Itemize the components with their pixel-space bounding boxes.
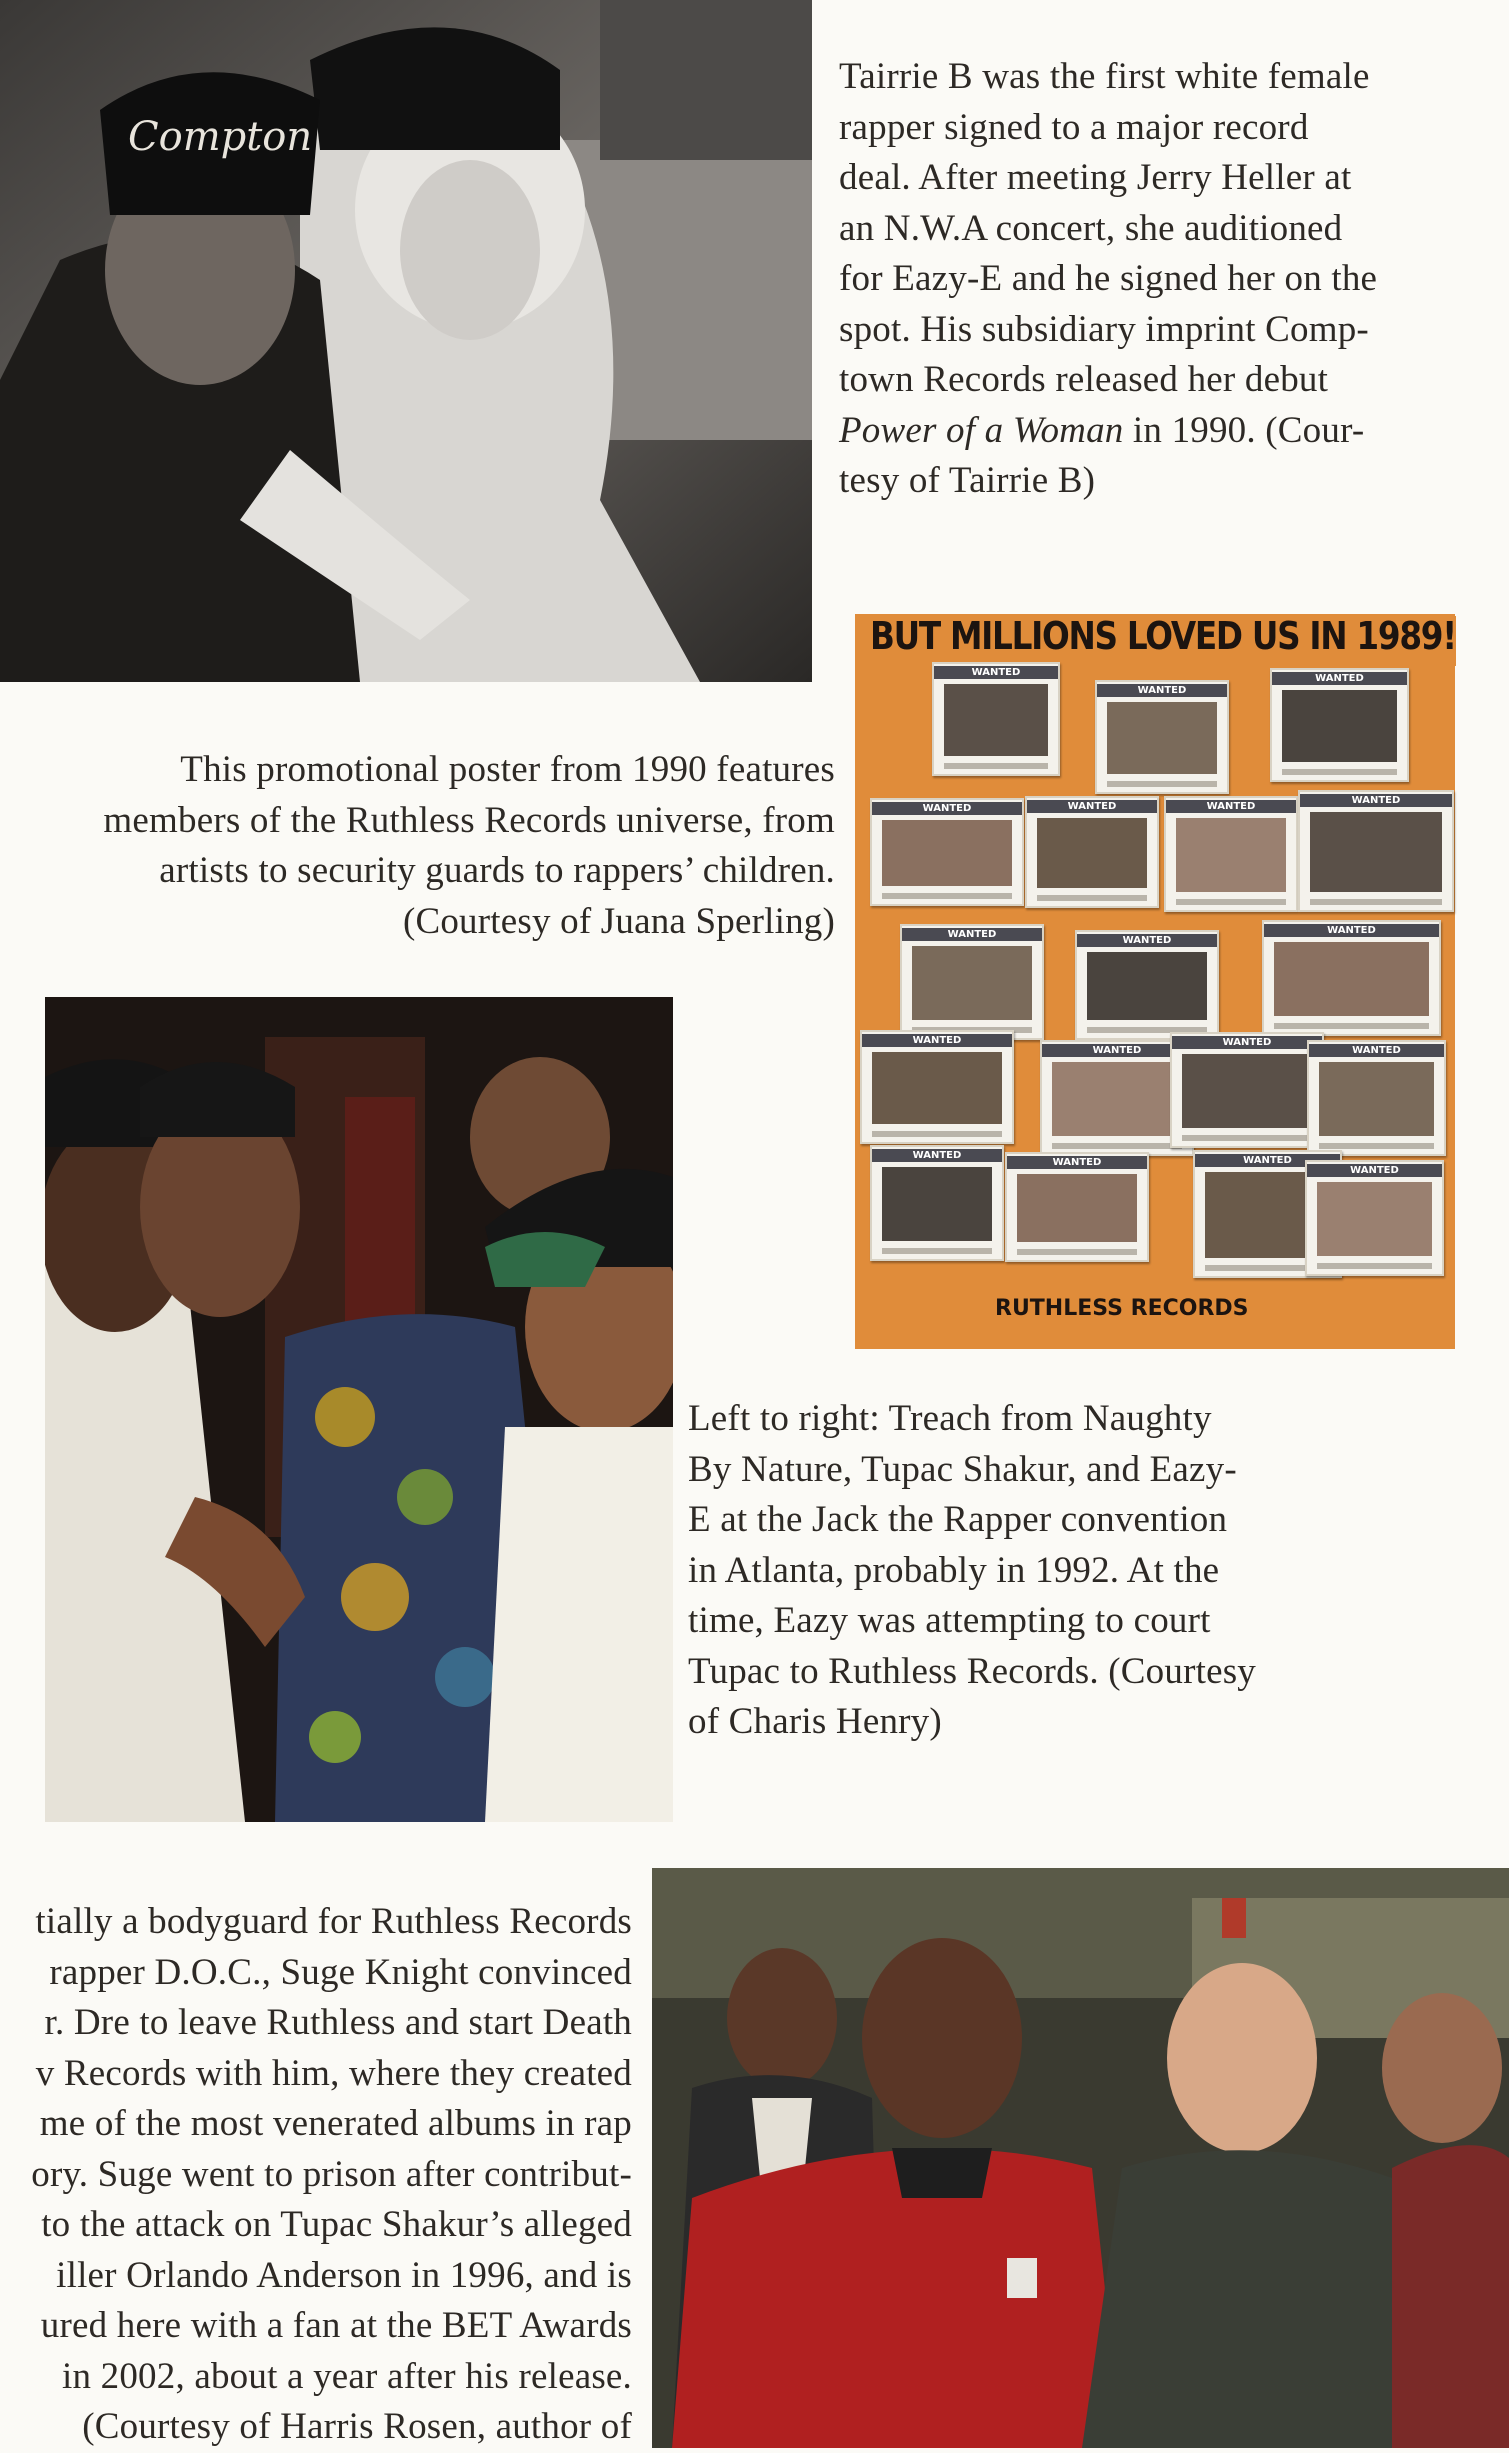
wanted-photo bbox=[882, 820, 1012, 886]
wanted-name-line bbox=[872, 1131, 1002, 1137]
caption-line: tesy of Tairrie B) bbox=[839, 460, 1096, 501]
caption-line: to the attack on Tupac Shakur’s alleged bbox=[41, 2204, 632, 2245]
wanted-photo bbox=[1319, 1062, 1434, 1136]
wanted-label: WANTED bbox=[1097, 684, 1227, 697]
wanted-label: WANTED bbox=[1042, 1044, 1192, 1057]
wanted-name-line bbox=[1310, 899, 1442, 905]
caption-promotional-poster bbox=[40, 745, 835, 947]
wanted-photo bbox=[1274, 942, 1429, 1016]
wanted-label: WANTED bbox=[1300, 794, 1452, 807]
wanted-photo bbox=[912, 946, 1032, 1020]
wanted-card bbox=[860, 1030, 1014, 1144]
wanted-card bbox=[1305, 1160, 1444, 1276]
caption-suge-knight bbox=[0, 1897, 632, 2453]
caption-line: (Courtesy of Juana Sperling) bbox=[402, 900, 835, 942]
wanted-label: WANTED bbox=[1077, 934, 1217, 947]
wanted-card bbox=[1164, 796, 1298, 912]
wanted-card bbox=[1170, 1032, 1324, 1148]
caption-line: members of the Ruthless Records universe, from bbox=[103, 799, 835, 841]
wanted-card bbox=[1307, 1040, 1446, 1156]
wanted-name-line bbox=[944, 763, 1048, 769]
poster-title: BUT MILLIONS LOVED US IN 1989! bbox=[870, 614, 1456, 658]
wanted-photo bbox=[1037, 818, 1147, 888]
wanted-name-line bbox=[1107, 781, 1217, 787]
wanted-photo bbox=[1182, 1054, 1312, 1128]
caption-line: ured here with a fan at the BET Awards bbox=[40, 2305, 632, 2346]
caption-line: Tupac to Ruthless Records. (Courtesy bbox=[688, 1650, 1256, 1692]
wanted-card bbox=[1262, 920, 1441, 1036]
wanted-photo bbox=[1310, 812, 1442, 892]
wanted-name-line bbox=[1037, 895, 1147, 901]
wanted-name-line bbox=[1176, 899, 1286, 905]
caption-jack-the-rapper bbox=[688, 1394, 1256, 1748]
photo-treach-tupac-eazy bbox=[45, 997, 673, 1822]
wanted-card bbox=[1270, 668, 1409, 782]
wanted-label: WANTED bbox=[1272, 672, 1407, 685]
caption-line: in 2002, about a year after his release. bbox=[62, 2355, 632, 2397]
wanted-photo bbox=[1107, 702, 1217, 774]
wanted-name-line bbox=[882, 1248, 992, 1254]
caption-line: me of the most venerated albums in rap bbox=[39, 2103, 632, 2144]
wanted-card bbox=[1298, 790, 1454, 912]
wanted-photo bbox=[882, 1167, 992, 1241]
caption-line: spot. His subsidiary imprint Comp- bbox=[839, 308, 1369, 350]
caption-line: of Charis Henry) bbox=[688, 1701, 942, 1742]
wanted-card bbox=[1075, 930, 1219, 1040]
wanted-label: WANTED bbox=[934, 666, 1058, 679]
caption-line: (Courtesy of Harris Rosen, author of bbox=[82, 2406, 632, 2447]
photo-eazy-e-tairrie-b bbox=[0, 0, 812, 682]
caption-tairrie-b bbox=[839, 52, 1377, 507]
caption-line: an N.W.A concert, she auditioned bbox=[839, 207, 1343, 249]
caption-line: Tairrie B was the first white female bbox=[839, 56, 1370, 97]
album-title: Power of a Woman bbox=[839, 409, 1124, 451]
caption-line: rapper signed to a major record bbox=[839, 106, 1309, 148]
caption-line: in Atlanta, probably in 1992. At the bbox=[688, 1549, 1220, 1591]
wanted-photo bbox=[1317, 1182, 1432, 1256]
wanted-label: WANTED bbox=[1007, 1156, 1147, 1169]
caption-line: for Eazy-E and he signed her on the bbox=[839, 258, 1378, 299]
wanted-name-line bbox=[1319, 1143, 1434, 1149]
wanted-card bbox=[1095, 680, 1229, 794]
wanted-name-line bbox=[1017, 1249, 1137, 1255]
caption-line bbox=[839, 406, 1377, 457]
caption-line: This promotional poster from 1990 features bbox=[180, 749, 835, 790]
caption-line: v Records with him, where they created bbox=[35, 2052, 632, 2094]
wanted-label: WANTED bbox=[1307, 1164, 1442, 1177]
caption-line: By Nature, Tupac Shakur, and Eazy- bbox=[688, 1448, 1237, 1490]
wanted-card bbox=[1025, 796, 1159, 908]
wanted-photo bbox=[1052, 1062, 1182, 1136]
wanted-card bbox=[1005, 1152, 1149, 1262]
wanted-label: WANTED bbox=[872, 1149, 1002, 1162]
wanted-name-line bbox=[1182, 1135, 1312, 1141]
wanted-label: WANTED bbox=[1309, 1044, 1444, 1057]
wanted-card bbox=[870, 798, 1024, 906]
caption-line: town Records released her debut bbox=[839, 359, 1329, 400]
wanted-name-line bbox=[1052, 1143, 1182, 1149]
wanted-photo bbox=[1017, 1174, 1137, 1242]
caption-line: time, Eazy was attempting to court bbox=[688, 1600, 1211, 1641]
wanted-card bbox=[900, 924, 1044, 1040]
wanted-name-line bbox=[1274, 1023, 1429, 1029]
wanted-photo bbox=[1176, 818, 1286, 892]
wanted-card bbox=[932, 662, 1060, 776]
caption-line: artists to security guards to rappers’ children. bbox=[159, 850, 835, 891]
wanted-label: WANTED bbox=[1166, 800, 1296, 813]
caption-line: E at the Jack the Rapper convention bbox=[688, 1499, 1228, 1540]
caption-line: deal. After meeting Jerry Heller at bbox=[839, 157, 1352, 198]
caption-line: rapper D.O.C., Suge Knight convinced bbox=[49, 1951, 632, 1993]
caption-line: r. Dre to leave Ruthless and start Death bbox=[44, 2002, 632, 2043]
wanted-label: WANTED bbox=[1195, 1154, 1340, 1167]
wanted-label: WANTED bbox=[902, 928, 1042, 941]
wanted-label: WANTED bbox=[1027, 800, 1157, 813]
wanted-photo bbox=[1087, 952, 1207, 1020]
compton-hat-text: Compton bbox=[128, 114, 313, 160]
wanted-photo bbox=[1282, 690, 1397, 762]
wanted-name-line bbox=[1282, 769, 1397, 775]
wanted-card bbox=[870, 1145, 1004, 1261]
poster-footer-label: RUTHLESS RECORDS bbox=[995, 1296, 1249, 1321]
wanted-photo bbox=[872, 1052, 1002, 1124]
wanted-label: WANTED bbox=[1264, 924, 1439, 937]
photo-suge-knight-fan bbox=[652, 1868, 1509, 2448]
wanted-name-line bbox=[882, 893, 1012, 899]
wanted-label: WANTED bbox=[872, 802, 1022, 815]
wanted-label: WANTED bbox=[1172, 1036, 1322, 1049]
caption-line-rest: in 1990. (Cour- bbox=[1123, 409, 1365, 451]
wanted-label: WANTED bbox=[862, 1034, 1012, 1047]
caption-line: Left to right: Treach from Naughty bbox=[688, 1398, 1212, 1439]
caption-line: iller Orlando Anderson in 1996, and is bbox=[56, 2254, 632, 2296]
wanted-photo bbox=[944, 684, 1048, 756]
wanted-name-line bbox=[1317, 1263, 1432, 1269]
caption-line: ory. Suge went to prison after contribut- bbox=[31, 2153, 632, 2195]
caption-line: tially a bodyguard for Ruthless Records bbox=[35, 1901, 632, 1942]
